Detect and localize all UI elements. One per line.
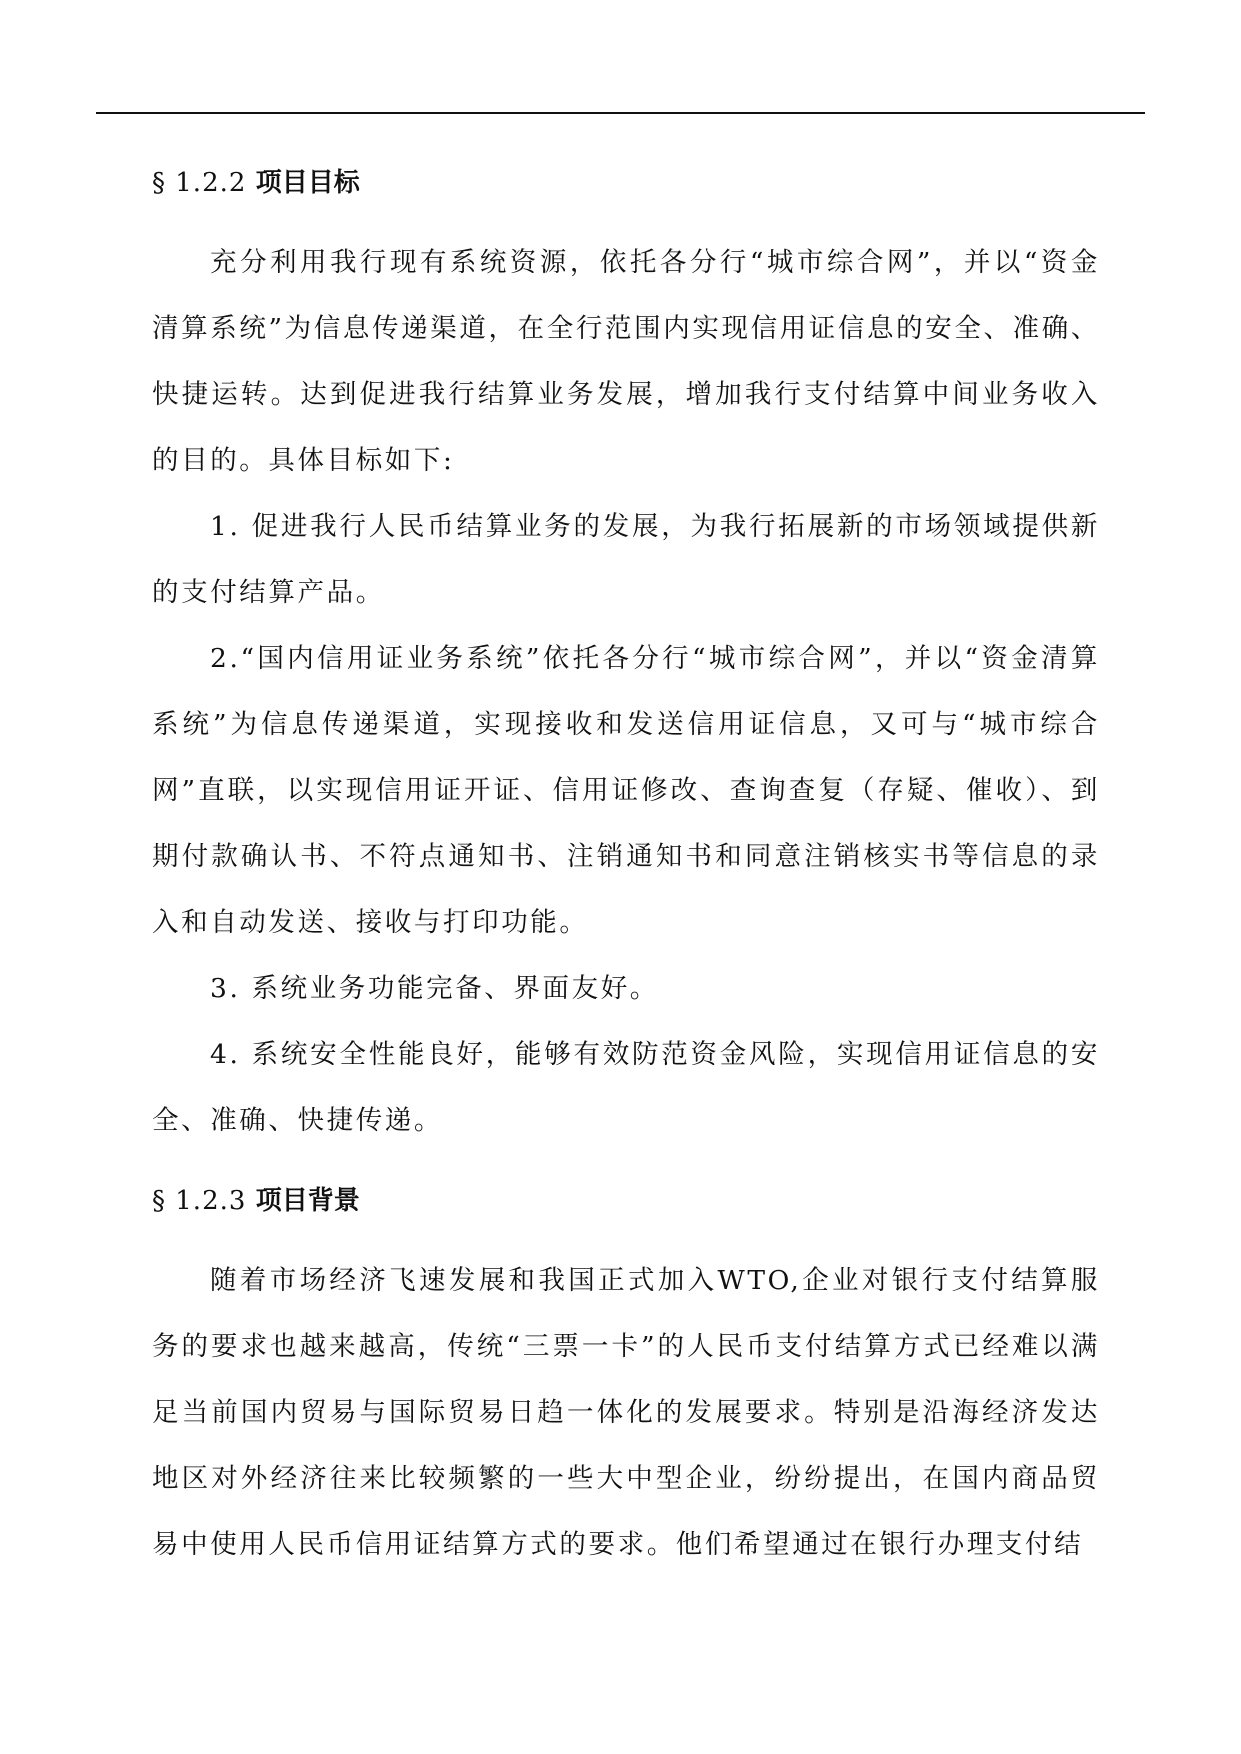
- paragraph: 随着市场经济飞速发展和我国正式加入WTO,企业对银行支付结算服务的要求也越来越高，传统“三票一卡”的人民币支付结算方式已经难以满足当前国内贸易与国际贸易日趋一体化的发展要求。特别是沿海经济发达地区对外经济往来比较频繁的一些大中型企业，纷纷提出，在国内商品贸易中使用人民币信用证结算方式的要求。他们希望通过在银行办理支付结: [152, 1265, 1100, 1560]
- section-heading-background: [152, 1168, 1100, 1234]
- section-title: 项目目标: [255, 168, 360, 198]
- section-heading-goals: [152, 150, 1100, 216]
- list-item: 1. 促进我行人民币结算业务的发展，为我行拓展新的市场领域提供新的支付结算产品。: [152, 511, 1100, 608]
- section-number: § 1.2.3: [152, 1186, 256, 1216]
- section-title: 项目背景: [255, 1186, 360, 1216]
- header-rule: [96, 112, 1145, 114]
- document-body: [152, 150, 1100, 1578]
- list-item: 4. 系统安全性能良好，能够有效防范资金风险，实现信用证信息的安全、准确、快捷传递。: [152, 1039, 1100, 1136]
- list-item: 3. 系统业务功能完备、界面友好。: [210, 973, 659, 1004]
- section-number: § 1.2.2: [152, 168, 256, 198]
- list-item: 2.“国内信用证业务系统”依托各分行“城市综合网”，并以“资金清算系统”为信息传递渠道，实现接收和发送信用证信息，又可与“城市综合网”直联，以实现信用证开证、信用证修改、查询查复（存疑、催收）、到期付款确认书、不符点通知书、注销通知书和同意注销核实书等信息的录入和自动发送、接收与打印功能。: [152, 643, 1100, 938]
- paragraph: 充分利用我行现有系统资源，依托各分行“城市综合网”，并以“资金清算系统”为信息传递渠道，在全行范围内实现信用证信息的安全、准确、快捷运转。达到促进我行结算业务发展，增加我行支付结算中间业务收入的目的。具体目标如下:: [152, 247, 1100, 476]
